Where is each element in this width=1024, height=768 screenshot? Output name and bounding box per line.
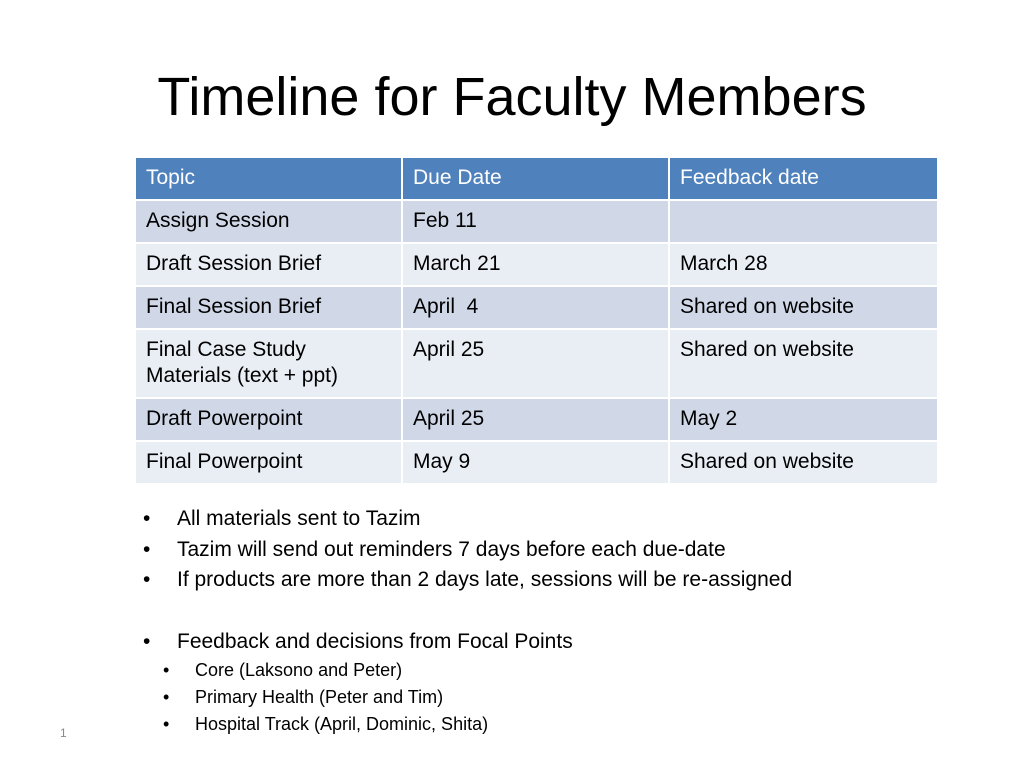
cell-feedback-date: Shared on website: [669, 441, 938, 484]
cell-due-date: March 21: [402, 243, 669, 286]
sub-list-item: [143, 711, 963, 738]
cell-feedback-date: May 2: [669, 398, 938, 441]
cell-feedback-date: Shared on website: [669, 329, 938, 398]
list-item: [143, 504, 963, 535]
cell-topic: Assign Session: [135, 200, 402, 243]
cell-due-date: April 25: [402, 329, 669, 398]
bullet-icon: •: [143, 507, 151, 530]
table-row: [135, 286, 938, 329]
table-row: [135, 398, 938, 441]
list-item: [143, 627, 963, 739]
list-item: [143, 535, 963, 566]
table-row: [135, 441, 938, 484]
cell-feedback-date: March 28: [669, 243, 938, 286]
table-row: [135, 243, 938, 286]
timeline-table: [134, 156, 939, 485]
sub-list-item-text: Core (Laksono and Peter): [195, 660, 403, 680]
table-header-row: [135, 157, 938, 200]
bullet-icon: •: [143, 629, 151, 653]
list-item-text: All materials sent to Tazim: [177, 507, 421, 530]
bullet-icon: •: [143, 537, 151, 561]
column-header-topic: Topic: [135, 157, 402, 200]
bullet-icon: •: [163, 714, 170, 734]
cell-topic: Final Session Brief: [135, 286, 402, 329]
list-item: [143, 565, 963, 596]
cell-topic: Final Case Study Materials (text + ppt): [135, 329, 402, 398]
slide-title: Timeline for Faculty Members: [157, 67, 867, 127]
cell-due-date: April 4: [402, 286, 669, 329]
list-item-text: Tazim will send out reminders 7 days before each due-date: [177, 537, 726, 561]
slide-number: 1: [60, 726, 67, 740]
cell-due-date: Feb 11: [402, 200, 669, 243]
sub-list-item-text: Hospital Track (April, Dominic, Shita): [195, 714, 489, 734]
column-header-feedback-date: Feedback date: [669, 157, 938, 200]
cell-due-date: May 9: [402, 441, 669, 484]
table-row: [135, 329, 938, 398]
cell-due-date: April 25: [402, 398, 669, 441]
sub-list-item-text: Primary Health (Peter and Tim): [195, 687, 444, 707]
list-item-text: If products are more than 2 days late, sessions will be re-assigned: [177, 568, 793, 591]
notes-list: [143, 504, 963, 738]
cell-topic: Draft Session Brief: [135, 243, 402, 286]
sub-list-item: [143, 657, 963, 684]
cell-feedback-date: Shared on website: [669, 286, 938, 329]
list-item-text: Feedback and decisions from Focal Points: [177, 629, 573, 653]
list-spacer: [143, 596, 963, 627]
sub-list-item: [143, 684, 963, 711]
table-row: [135, 200, 938, 243]
column-header-due-date: Due Date: [402, 157, 669, 200]
bullet-icon: •: [163, 660, 170, 680]
cell-feedback-date: [669, 200, 938, 243]
focal-points-list: [143, 657, 963, 738]
bullet-icon: •: [143, 568, 151, 591]
cell-topic: Final Powerpoint: [135, 441, 402, 484]
cell-topic: Draft Powerpoint: [135, 398, 402, 441]
bullet-icon: •: [163, 687, 170, 707]
